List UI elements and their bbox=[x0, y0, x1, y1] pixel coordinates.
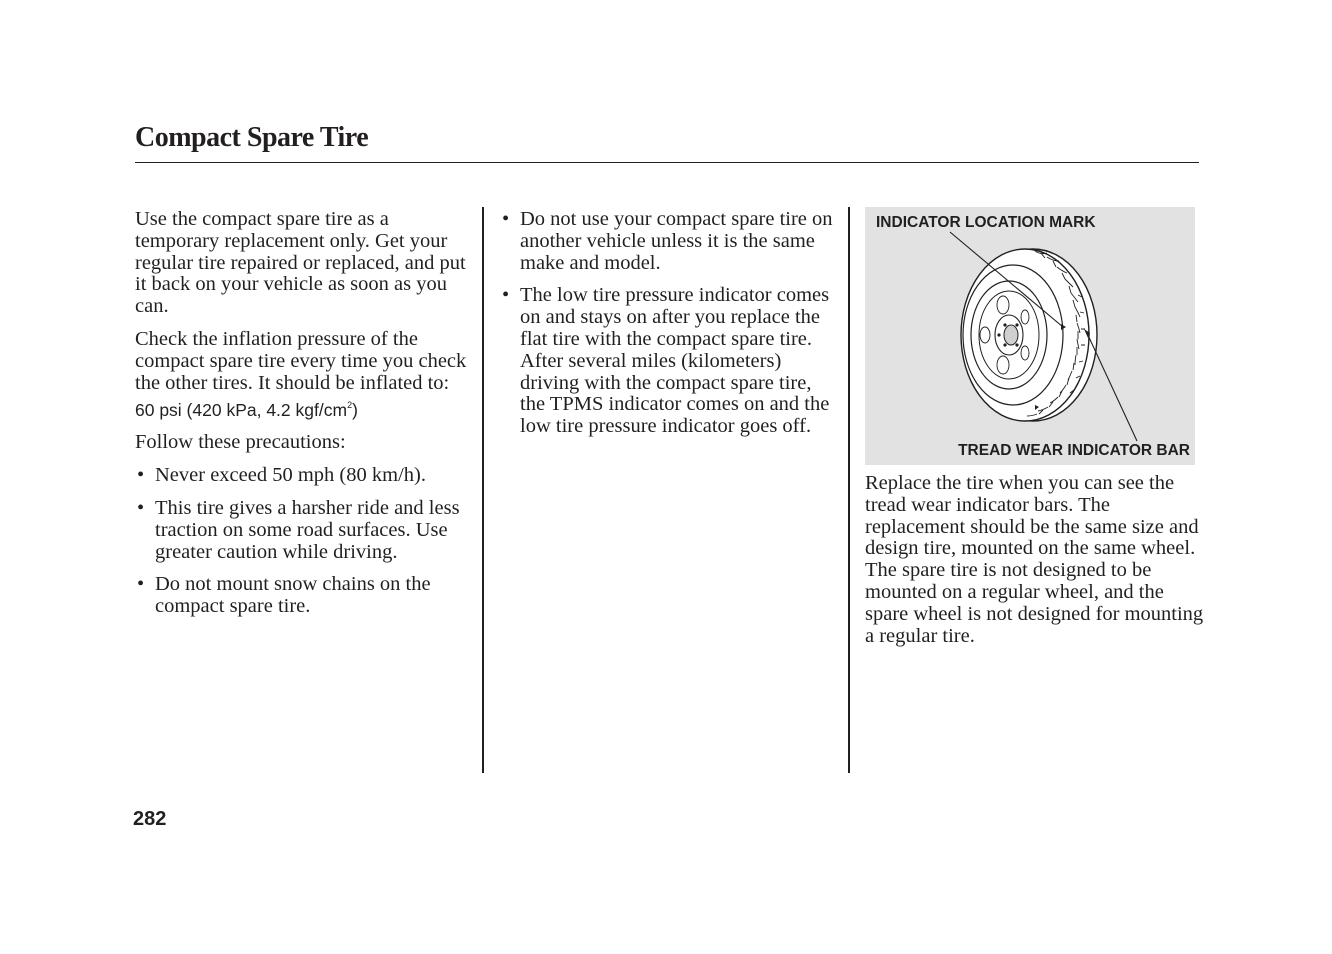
column-2 bbox=[500, 209, 840, 449]
replacement-paragraph: Replace the tire when you can see the tread wear indicator bars. The replacement should be the same size and design tire, mounted on the same wheel. The spare tire is not designed to be mounted on a regular wheel, and the spare wheel is not designed for mounting a regular tire. bbox=[865, 472, 1204, 647]
page-title: Compact Spare Tire bbox=[135, 122, 369, 153]
inflation-text: Check the inflation pressure of the compact spare tire every time you check the other tires. It should be inflated to: bbox=[135, 327, 467, 394]
bullet-icon: • bbox=[502, 208, 510, 230]
list-item bbox=[500, 285, 840, 438]
tread-wear-indicator-bar-label: TREAD WEAR INDICATOR BAR bbox=[958, 442, 1190, 459]
list-item-text: The low tire pressure indicator comes on and stays on after you replace the flat tire with the compact spare tire. After several miles (kilometers) driving with the compact spare tire, the TPMS indicator comes on and the low tire pressure indicator goes off. bbox=[520, 284, 830, 438]
pressure-spec-close: ) bbox=[352, 400, 358, 421]
bullet-icon: • bbox=[137, 573, 145, 596]
list-item bbox=[500, 209, 840, 274]
precautions-intro: Follow these precautions: bbox=[135, 431, 346, 454]
pressure-spec-superscript: 2 bbox=[347, 400, 353, 411]
bullet-icon: • bbox=[137, 464, 145, 487]
title-rule bbox=[135, 162, 1199, 163]
tire-illustration bbox=[865, 207, 1195, 465]
list-item bbox=[135, 574, 475, 618]
inflation-paragraph bbox=[135, 329, 475, 421]
list-item-text: Never exceed 50 mph (80 km/h). bbox=[155, 464, 426, 487]
column-divider bbox=[848, 207, 850, 773]
spare-tire-icon bbox=[865, 207, 1195, 465]
list-item-text: This tire gives a harsher ride and less traction on some road surfaces. Use greater caution while driving. bbox=[155, 496, 460, 563]
intro-paragraph: Use the compact spare tire as a temporary replacement only. Get your regular tire repaired or replaced, and put it back on your vehicle as soon as you can. bbox=[135, 208, 466, 318]
list-item bbox=[135, 498, 475, 563]
page-number: 282 bbox=[133, 808, 167, 830]
pressure-spec bbox=[135, 394, 475, 421]
indicator-location-mark-label: INDICATOR LOCATION MARK bbox=[876, 214, 1096, 231]
column-divider bbox=[482, 207, 484, 773]
bullet-icon: • bbox=[137, 496, 145, 519]
list-item-text: Do not mount snow chains on the compact spare tire. bbox=[155, 573, 431, 618]
precautions-list-continued bbox=[500, 209, 840, 438]
column-1 bbox=[135, 209, 475, 629]
precautions-list bbox=[135, 465, 475, 618]
list-item-text: Do not use your compact spare tire on another vehicle unless it is the same make and model. bbox=[520, 208, 833, 274]
list-item bbox=[135, 465, 475, 487]
bullet-icon: • bbox=[502, 284, 510, 307]
pressure-spec-value: 60 psi (420 kPa, 4.2 kgf/cm bbox=[135, 400, 348, 421]
